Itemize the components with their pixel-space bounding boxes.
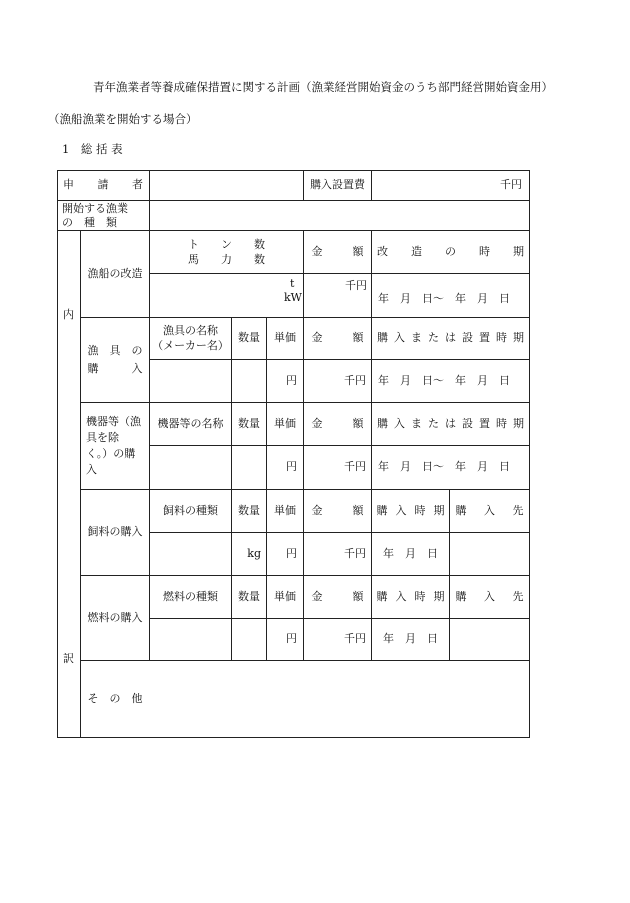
feed-amount-unit: 千円	[344, 546, 366, 560]
other-value[interactable]	[150, 661, 529, 737]
fuel-amount-unit: 千円	[344, 632, 366, 646]
fishery-type-label: 開始する漁業 の 種 類	[62, 201, 128, 229]
fuel-label: 燃料の購入	[87, 610, 143, 624]
fuel-qty-header: 数量	[238, 589, 260, 603]
gear-period-value: 年 月 日～ 年 月 日	[378, 373, 510, 387]
gear-name-header: 漁具の名称 （メーカー名）	[152, 323, 229, 352]
equipment-period-header: 購入または設置時期	[377, 416, 524, 430]
fuel-supplier-header: 購 入 先	[455, 589, 524, 603]
gear-unit-yen: 円	[286, 373, 297, 387]
boat-unit-kw: kW	[284, 291, 302, 304]
boat-unit-t: t	[290, 277, 295, 290]
purchase-cost-label: 購入設置費	[310, 178, 365, 192]
fishery-type-value[interactable]	[150, 201, 529, 230]
document-subtitle: （漁船漁業を開始する場合）	[48, 112, 198, 126]
boat-tonnage-header: ト ン 数 馬 力 数	[188, 237, 265, 266]
gear-unit-price-header: 単価	[274, 331, 296, 345]
section-heading: 1 総 括 表	[62, 142, 123, 156]
applicant-value[interactable]	[150, 171, 303, 200]
fuel-time-header: 購入時期	[376, 589, 445, 603]
equipment-amount-header: 金 額	[311, 416, 364, 430]
feed-amount-header: 金 額	[311, 503, 364, 517]
boat-period-header: 改 造 の 時 期	[377, 244, 524, 258]
equipment-name-header: 機器等の名称	[157, 416, 224, 430]
fuel-amount-header: 金 額	[311, 589, 364, 603]
feed-qty-header: 数量	[238, 503, 260, 517]
fuel-type-header: 燃料の種類	[163, 589, 218, 603]
fuel-date-value: 年 月 日	[383, 632, 438, 646]
gear-amount-unit: 千円	[344, 373, 366, 387]
gear-qty-header: 数量	[238, 331, 260, 345]
equipment-label: 機器等（漁 具を除 く。）の購 入	[86, 415, 141, 476]
fuel-unit-price-header: 単価	[274, 589, 296, 603]
gear-amount-header: 金 額	[311, 331, 364, 345]
feed-type-header: 飼料の種類	[163, 503, 218, 517]
boat-period-value: 年 月 日～ 年 月 日	[378, 292, 510, 305]
other-label: そ の 他	[87, 691, 143, 705]
feed-label: 飼料の購入	[87, 525, 143, 539]
feed-unit-yen: 円	[286, 546, 297, 560]
feed-supplier-header: 購 入 先	[455, 503, 524, 517]
equipment-unit-yen: 円	[286, 460, 297, 474]
gear-label: 漁 具 の 購 入	[87, 344, 143, 375]
boat-amount-unit: 千円	[345, 279, 367, 292]
gear-period-header: 購入または設置時期	[377, 331, 524, 345]
equipment-amount-unit: 千円	[344, 460, 366, 474]
feed-unit-kg: kg	[247, 546, 261, 560]
equipment-qty-header: 数量	[238, 416, 260, 430]
feed-time-header: 購入時期	[376, 503, 445, 517]
feed-date-value: 年 月 日	[383, 546, 438, 560]
boat-amount-header: 金 額	[311, 244, 364, 258]
purchase-cost-unit: 千円	[500, 178, 522, 192]
feed-unit-price-header: 単価	[274, 503, 296, 517]
breakdown-label-bottom: 訳	[63, 652, 74, 665]
document-title: 青年漁業者等養成確保措置に関する計画（漁業経営開始資金のうち部門経営開始資金用）	[93, 80, 553, 94]
boat-label: 漁船の改造	[87, 266, 143, 280]
breakdown-label-top: 内	[63, 308, 74, 321]
applicant-label: 申 請 者	[63, 178, 143, 192]
equipment-unit-price-header: 単価	[274, 416, 296, 430]
fuel-unit-yen: 円	[286, 632, 297, 646]
equipment-period-value: 年 月 日～ 年 月 日	[378, 460, 510, 474]
